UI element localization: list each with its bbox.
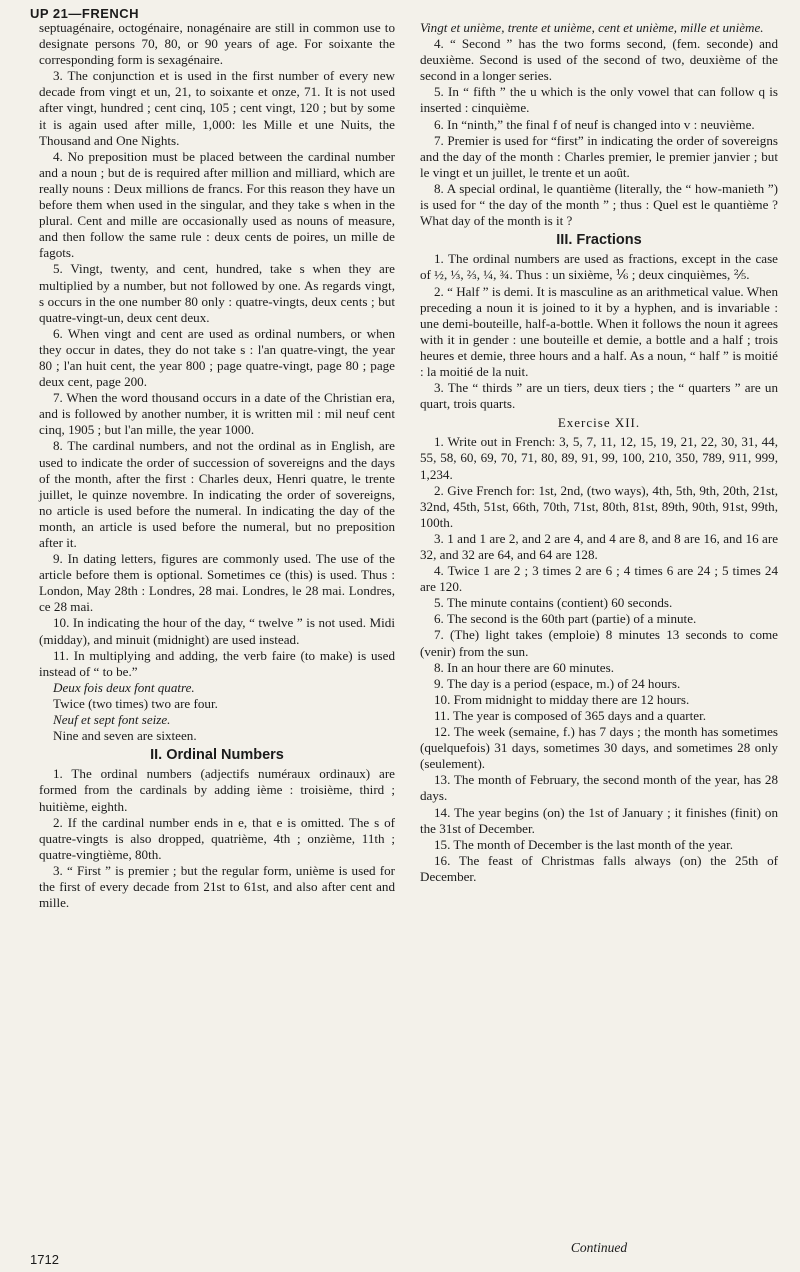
exercise-item: 6. The second is the 60th part (partie) of a minute. — [434, 611, 697, 627]
paragraph: 4. No preposition must be placed between the cardinal number and a noun ; but de is required after million and milliard, which are really nouns : Deux millions de francs. For this reason they have un before them when used in the singular, and they take s when in the plural. Cent and mille are occasionally used as nouns of measure, and then follow the same rule : deux cents de poires, un mille de fagots. — [39, 148, 395, 261]
exercise-item: 10. From midnight to midday there are 12 hours. — [434, 691, 690, 707]
paragraph: 3. The conjunction et is used in the first number of every new decade from vingt et un, 21, to soixante et onze, 71. It is not used after vingt, hundred ; cent cinq, 105 ; cent vingt, 120 ; but by some it is again used after mille, 1,000: les Mille et une Nuits, the Thousand and One Nights. — [39, 68, 395, 148]
exercise-item: 7. (The) light takes (emploie) 8 minutes 13 seconds to come (venir) from the sun. — [420, 627, 778, 659]
left-column — [39, 20, 395, 911]
exercise-item: 12. The week (semaine, f.) has 7 days ; the month has sometimes (quelquefois) 31 days, sometimes 30 days, and sometimes 28 only (seulement). — [420, 724, 778, 772]
paragraph: 2. If the cardinal number ends in e, that e is omitted. The s of quatre-vingts is also dropped, quatrième, 4th ; onzième, 11th ; quatre-vingtième, 80th. — [39, 814, 395, 862]
paragraph: 11. In multiplying and adding, the verb faire (to make) is used instead of “ to be.” — [39, 647, 395, 679]
page-number: 1712 — [30, 1252, 59, 1267]
paragraph: septuagénaire, octogénaire, nonagénaire are still in common use to designate persons 70, 80, or 90 years of age. For soixante the corresponding form is sexagénaire. — [39, 20, 395, 68]
paragraph: 5. In “ fifth ” the u which is the only vowel that can follow q is inserted : cinquième. — [420, 84, 778, 116]
right-column — [420, 20, 778, 885]
paragraph: 6. In “ninth,” the final f of neuf is changed into v : neuvième. — [434, 116, 755, 132]
paragraph: 5. Vingt, twenty, and cent, hundred, take s when they are multiplied by a number, but not followed by one. As regards vingt, s occurs in the one number 80 only : quatre-vingts, deux cents ; but quatre-vingt-un, deux cent deux. — [39, 261, 395, 325]
paragraph: 4. “ Second ” has the two forms second, (fem. seconde) and deuxième. Second is used of the second of two, deuxième of the second in a longer series. — [420, 36, 778, 84]
example-line: Nine and seven are sixteen. — [53, 728, 197, 744]
continued-note: Continued — [570, 1240, 628, 1255]
paragraph: 3. The “ thirds ” are un tiers, deux tiers ; the “ quarters ” are un quart, trois quarts. — [420, 380, 778, 412]
paragraph: 10. In indicating the hour of the day, “ twelve ” is not used. Midi (midday), and minuit (midnight) are used instead. — [39, 615, 395, 647]
example-line: Twice (two times) two are four. — [53, 695, 218, 711]
paragraph: Vingt et unième, trente et unième, cent et unième, mille et unième. — [420, 20, 764, 35]
exercise-item: 13. The month of February, the second month of the year, has 28 days. — [420, 772, 778, 804]
paragraph: 7. When the word thousand occurs in a date of the Christian era, and is followed by another number, it is written mil : mil neuf cent cinq, 1905 ; but l'an mille, the year 1000. — [39, 390, 395, 438]
exercise-item: 9. The day is a period (espace, m.) of 24 hours. — [434, 675, 681, 691]
exercise-item: 16. The feast of Christmas falls always (on) the 25th of December. — [420, 852, 778, 884]
paragraph: 1. The ordinal numbers are used as fractions, except in the case of ½, ⅓, ⅔, ¼, ¾. Thus : un sixième, ⅙ ; deux cinquièmes, ⅖. — [420, 251, 778, 283]
paragraph: 7. Premier is used for “first” in indicating the order of sovereigns and the day of the month : Charles premier, le premier janvier ; but le vingt et un juillet, le trente et un août. — [420, 132, 778, 180]
exercise-item: 4. Twice 1 are 2 ; 3 times 2 are 6 ; 4 times 6 are 24 ; 5 times 24 are 120. — [420, 563, 778, 595]
paragraph: 6. When vingt and cent are used as ordinal numbers, or when they occur in dates, they do not take s : l'an quatre-vingt, the year 80 ; l'an huit cent, the year 800 ; page quatre-vingt, page 80 ; page deux cent, page 200. — [39, 325, 395, 390]
exercise-item: 1. Write out in French: 3, 5, 7, 11, 12, 15, 19, 21, 22, 30, 31, 44, 55, 58, 60, 69, 70, 71, 80, 89, 91, 99, 100, 210, 350, 789, 911, 999, 1,234. — [420, 434, 778, 482]
paragraph: 8. A special ordinal, le quantième (literally, the “ how-manieth ”) is used for “ the day of the month ” ; thus : Quel est le quantième ? What day of the month is it ? — [420, 180, 778, 229]
section-heading-fractions: III. Fractions — [556, 232, 642, 249]
paragraph: 9. In dating letters, figures are commonly used. The use of the article before them is optional. Sometimes ce (this) is used. Thus : London, May 28th : Londres, 28 mai. Londres, le 28 mai. Londres, ce 28 mai. — [39, 551, 395, 615]
section-heading-ordinals: II. Ordinal Numbers — [150, 747, 284, 764]
exercise-item: 11. The year is composed of 365 days and a quarter. — [434, 707, 706, 723]
exercise-item: 3. 1 and 1 are 2, and 2 are 4, and 4 are 8, and 8 are 16, and 16 are 32, and 32 are 64, and 64 are 128. — [420, 530, 778, 562]
paragraph: 1. The ordinal numbers (adjectifs numéraux ordinaux) are formed from the cardinals by adding ième : troisième, third ; huitième, eighth. — [39, 766, 395, 814]
exercise-item: 14. The year begins (on) the 1st of January ; it finishes (finit) on the 31st of December. — [420, 804, 778, 836]
paragraph: 3. “ First ” is premier ; but the regular form, unième is used for the first of every decade from 21st to 61st, and also after cent and mille. — [39, 862, 395, 911]
exercise-item: 15. The month of December is the last month of the year. — [434, 836, 734, 852]
running-head: UP 21—FRENCH — [30, 6, 140, 21]
exercise-item: 8. In an hour there are 60 minutes. — [434, 659, 614, 675]
example-line: Neuf et sept font seize. — [53, 712, 171, 728]
exercise-item: 5. The minute contains (contient) 60 seconds. — [434, 595, 673, 611]
paragraph: 8. The cardinal numbers, and not the ordinal as in English, are used to indicate the order of succession of sovereigns and the days of the month, after the first : Charles deux, Henri quatre, le trente juillet, le quinze novembre. In indicating the order of sovereigns, no article is used before the numeral. In indicating the day of the month, an article is used before the numeral, but no preposition after it. — [39, 438, 395, 550]
exercise-heading: Exercise XII. — [557, 415, 641, 431]
paragraph: 2. “ Half ” is demi. It is masculine as an arithmetical value. When preceding a noun it is joined to it by a hyphen, and is invariable : une demi-bouteille, half-a-bottle. When it follows the noun it agrees with it in gender : une bouteille et demie, a bottle and a half ; trois heures et demie, three hours and a half. As a noun, “ half ” is moitié : la moitié de la nuit. — [420, 283, 778, 379]
exercise-item: 2. Give French for: 1st, 2nd, (two ways), 4th, 5th, 9th, 20th, 21st, 32nd, 45th, 51st, 66th, 70th, 71st, 80th, 81st, 89th, 90th, 91st, 99th, 100th. — [420, 482, 778, 530]
example-line: Deux fois deux font quatre. — [53, 679, 195, 695]
